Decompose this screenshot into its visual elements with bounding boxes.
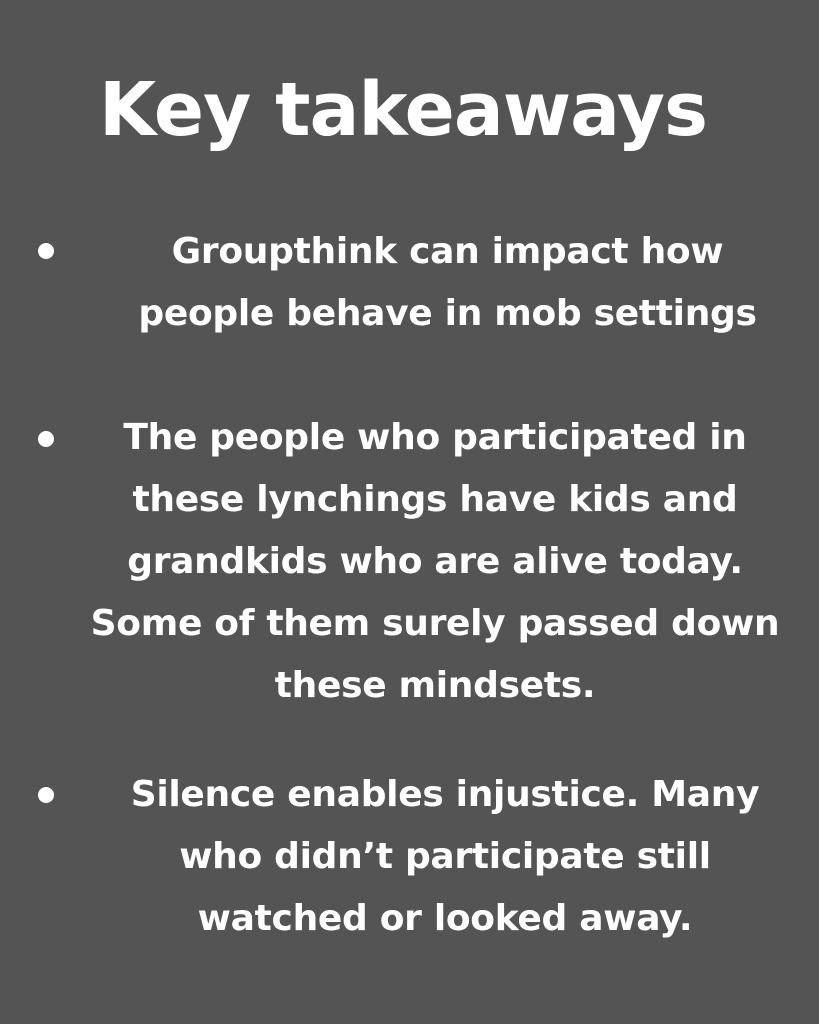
bullet-dot — [38, 243, 54, 259]
bullet-dot — [38, 787, 54, 803]
bullet-1-line-1: Groupthink can impact how — [171, 231, 724, 272]
bullet-3-line-1: Silence enables injustice. Many — [130, 774, 760, 815]
bullet-2-line-2: these lynchings have kids and — [132, 479, 738, 520]
bullet-3-line-3: watched or looked away. — [197, 898, 693, 939]
bullet-2-line-3: grandkids who are alive today. — [127, 541, 743, 582]
bullet-2-line-4: Some of them surely passed down — [90, 603, 780, 644]
bullet-2-line-5: these mindsets. — [274, 665, 596, 706]
bullet-1-line-2: people behave in mob settings — [138, 293, 757, 334]
bullet-2-line-1: The people who participated in — [123, 417, 747, 458]
bullet-3-line-2: who didn’t participate still — [179, 836, 711, 877]
bullet-dot — [38, 431, 54, 447]
slide-title: Key takeaways — [98, 67, 708, 153]
